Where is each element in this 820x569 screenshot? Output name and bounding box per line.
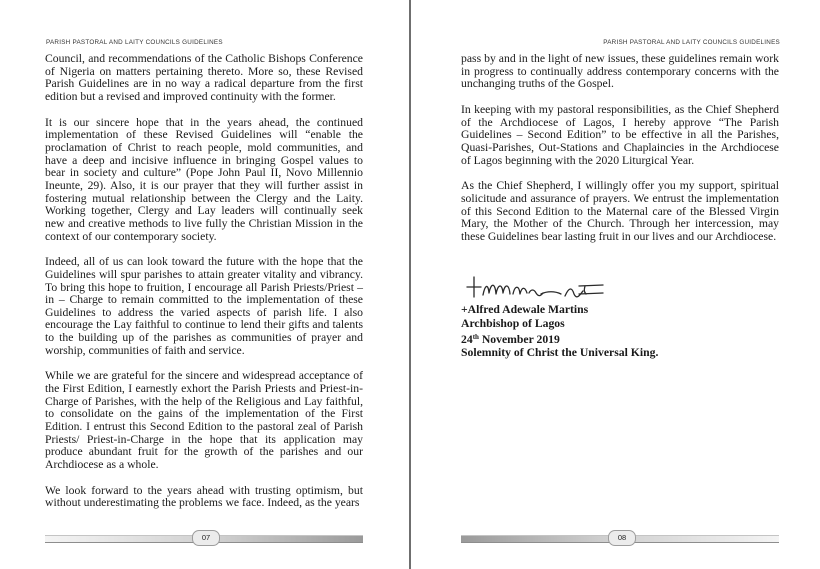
date-ordinal-suffix: th	[472, 332, 479, 341]
page-number: 08	[608, 530, 636, 546]
paragraph: pass by and in the light of new issues, these guidelines remain work in progress to continually address contemporary concerns with the unchanging truths of the Gospel.	[461, 52, 779, 91]
body-text	[461, 53, 779, 257]
right-page	[411, 0, 820, 569]
paragraph: It is our sincere hope that in the years ahead, the continued implementation of these Revised Guidelines will “enable the proclamation of Christ to reach people, mold communities, and have a deep and incisive influence in bringing Gospel values to bear in society and culture” (Pope John Paul II, Novo Millennio Ineunte, 29). Also, it is our prayer that they will further assist in fostering mutual relationship between the Clergy and the Laity. Working together, Clergy and Lay leaders will continually seek new and creative methods to live fully the Christian Mission in the context of our contemporary society.	[45, 115, 363, 243]
signatory-title: Archbishop of Lagos	[461, 316, 565, 330]
left-page	[0, 0, 409, 569]
date-month-year: November 2019	[478, 332, 560, 346]
paragraph: Indeed, all of us can look toward the future with the hope that the Guidelines will spur parishes to attain greater vitality and vibrancy. To bring this hope to fruition, I encourage all Parish Priests/Priest – in – Charge to remain committed to the implementation of these Guidelines to address the varied aspects of parish life. I also encourage the Lay faithful to continue to lend their gifts and talents to the building up of the parishes as communities of prayer and worship, communities of faith and service.	[45, 255, 363, 357]
paragraph: As the Chief Shepherd, I willingly offer you my support, spiritual solicitude and assurance of prayers. We entrust the implementation of this Second Edition to the Maternal care of the Blessed Virgin Mary, the Mother of the Church. Through her intercession, may these Guidelines bear lasting fruit in our lives and our Archdiocese.	[461, 179, 779, 243]
page-number: 07	[192, 530, 220, 546]
paragraph: While we are grateful for the sincere and widespread acceptance of the First Edition, I earnestly exhort the Parish Priests and Priest-in-Charge of Parishes, with the help of the Religious and Lay faithful, to consolidate on the gains of the implementation of the First Edition. I entrust this Second Edition to the pastoral zeal of Parish Priests/ Priest-in-Charge in the hope that its application may produce abundant fruit for the growth of the parishes and our Archdiocese as a whole.	[45, 369, 363, 472]
body-text	[45, 53, 363, 523]
signature-date	[461, 331, 658, 347]
paragraph: In keeping with my pastoral responsibilities, as the Chief Shepherd of the Archdiocese of Lagos, I hereby approve “The Parish Guidelines – Second Edition” to be effective in all the Parishes, Quasi-Parishes, Out-Stations and Chaplaincies in the Archdiocese of Lagos beginning with the 2020 Liturgical Year.	[461, 102, 779, 167]
handwritten-signature	[461, 263, 611, 307]
running-header: PARISH PASTORAL AND LAITY COUNCILS GUIDELINES	[46, 39, 223, 46]
date-day: 24	[461, 332, 473, 346]
paragraph: Council, and recommendations of the Catholic Bishops Conference of Nigeria on matters pertaining thereto. More so, these Revised Parish Guidelines are in no way a radical departure from the first edition but a revised and improved continuity with the former.	[45, 52, 363, 103]
running-header: PARISH PASTORAL AND LAITY COUNCILS GUIDELINES	[603, 39, 780, 46]
signature-block	[461, 303, 658, 360]
signature-occasion: Solemnity of Christ the Universal King.	[461, 346, 659, 360]
paragraph: We look forward to the years ahead with trusting optimism, but without underestimating the problems we face. Indeed, as the years	[45, 483, 363, 510]
signatory-name: +Alfred Adewale Martins	[461, 303, 589, 316]
